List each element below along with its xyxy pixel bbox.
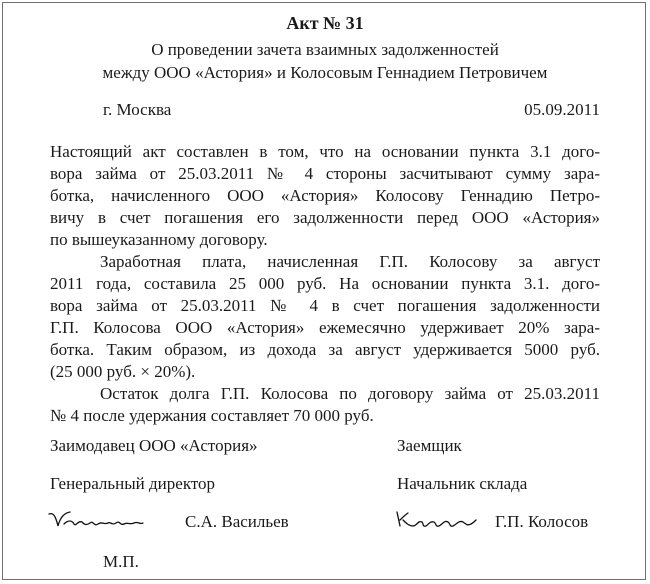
text-line: Заработная плата, начисленная Г.П. Колосову за август: [100, 252, 600, 271]
borrower-handwritten-signature: [393, 508, 478, 534]
date: 05.09.2011: [524, 100, 600, 119]
act-title: Акт № 31: [286, 13, 364, 33]
stamp-placeholder: М.П.: [103, 552, 139, 571]
subtitle-line: О проведении зачета взаимных задолженностей: [151, 40, 499, 59]
paragraph-3: [50, 383, 600, 427]
act-subtitle: [0, 38, 650, 84]
text-line: по вышеуказанному договору.: [50, 230, 268, 249]
lender-name: С.А. Васильев: [185, 512, 289, 531]
text-line: вичу в счет погашения его задолженности перед ООО «Астория»: [50, 208, 600, 227]
text-line: № 4 после удержания составляет 70 000 руб.: [50, 406, 374, 425]
paragraph-1: [50, 141, 600, 251]
borrower-label: Заемщик: [397, 436, 462, 455]
text-line: ботка, начисленного ООО «Астория» Колосову Геннадию Петро-: [50, 186, 600, 205]
lender-label: Заимодавец ООО «Астория»: [50, 436, 258, 455]
lender-position: Генеральный директор: [50, 474, 216, 493]
text-line: 2011 года, составила 25 000 руб. На основании пункта 3.1. дого-: [50, 274, 600, 293]
text-line: Остаток долга Г.П. Колосова по договору займа от 25.03.2011: [100, 384, 600, 403]
place: г. Москва: [103, 100, 172, 119]
text-line: (25 000 руб. × 20%).: [50, 362, 196, 381]
text-line: Г.П. Колосова ООО «Астория» ежемесячно удерживает 20% зара-: [50, 318, 600, 337]
act-body: [50, 141, 600, 427]
borrower-name: Г.П. Колосов: [495, 512, 589, 531]
borrower-position: Начальник склада: [397, 474, 528, 493]
text-line: Настоящий акт составлен в том, что на основании пункта 3.1 дого-: [50, 142, 600, 161]
text-line: вора займа от 25.03.2011 № 4 стороны засчитывают сумму зара-: [50, 164, 600, 183]
subtitle-line: между ООО «Астория» и Колосовым Геннадием Петровичем: [102, 63, 548, 82]
text-line: вора займа от 25.03.2011 № 4 в счет погашения задолженности: [50, 296, 600, 315]
text-line: ботка. Таким образом, из дохода за август удерживается 5000 руб.: [50, 340, 600, 359]
lender-handwritten-signature: [46, 508, 146, 534]
paragraph-2: [50, 251, 600, 383]
